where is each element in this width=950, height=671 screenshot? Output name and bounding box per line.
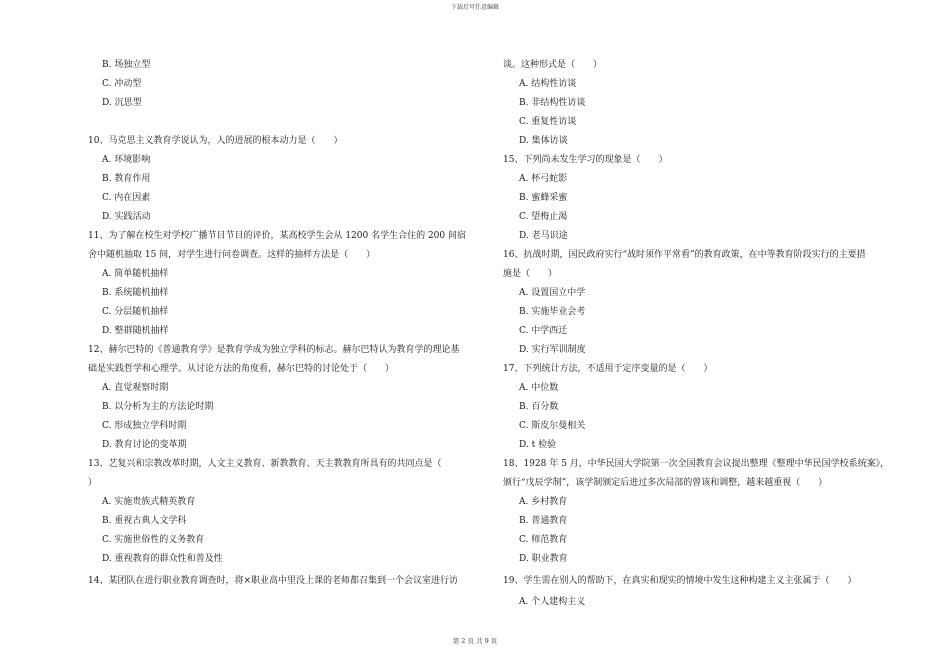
answer-option: A. 简单随机抽样 [102, 269, 169, 279]
answer-option: D. 教育讨论的变革期 [102, 440, 187, 450]
answer-option: A. 个人建构主义 [519, 597, 586, 607]
question-text: 15、下列尚未发生学习的现象是（ ） [503, 155, 668, 165]
answer-option: D. 老马识途 [519, 231, 568, 241]
answer-option: B. 普通教育 [519, 516, 568, 526]
answer-option: A. 设置国立中学 [519, 288, 586, 298]
question-continuation: 谈。这种形式是（ ） [503, 60, 603, 70]
question-continuation: 施是（ ） [503, 269, 558, 279]
answer-option: C. 形成独立学科时期 [102, 421, 187, 431]
question-continuation: 舍中随机抽取 15 间，对学生进行问卷调查。这样的抽样方法是（ ） [88, 250, 376, 260]
question-text: 18、1928 年 5 月，中华民国大学院第一次全国教育会议提出整理《整理中华民国学校系统案》， [503, 459, 890, 469]
answer-option: C. 内在因素 [102, 193, 151, 203]
answer-option: A. 结构性访谈 [519, 79, 577, 89]
answer-option: B. 蜜蜂采蜜 [519, 193, 568, 203]
question-text: 11、为了解在校生对学校广播节目节目的评价，某高校学生会从 1200 名学生合住的 200 间宿 [88, 231, 466, 241]
question-text: 12、赫尔巴特的《普通教育学》是教育学成为独立学科的标志。赫尔巴特认为教育学的理论基 [88, 345, 460, 355]
answer-option: D. 重视教育的群众性和普及性 [102, 554, 223, 564]
answer-option: B. 场独立型 [102, 60, 151, 70]
answer-option: C. 实施世俗性的义务教育 [102, 535, 205, 545]
answer-option: B. 重视古典人文学科 [102, 516, 187, 526]
question-text: 10、马克思主义教育学说认为，人的进展的根本动力是（ ） [88, 136, 343, 146]
answer-option: C. 中学西迁 [519, 326, 568, 336]
question-continuation: ） [88, 478, 98, 488]
answer-option: C. 冲动型 [102, 79, 142, 89]
answer-option: D. 集体访谈 [519, 136, 568, 146]
page-footer: 第 2 页 共 9 页 [452, 637, 498, 645]
question-continuation: 颁行“戊辰学制”，该学制颁定后进过多次局部的曾该和调整，越来越重视（ ） [503, 478, 828, 488]
answer-option: D. 沉思型 [102, 98, 142, 108]
answer-option: C. 师范教育 [519, 535, 568, 545]
answer-option: C. 望梅止渴 [519, 212, 568, 222]
question-continuation: 础是实践哲学和心理学。从讨论方法的角度看，赫尔巴特的讨论处于（ ） [88, 364, 395, 374]
answer-option: A. 乡村教育 [519, 497, 568, 507]
question-text: 13、艺复兴和宗教改革时期，人文主义教育、新教教育、天主教教育所具有的共同点是（ [88, 459, 442, 469]
answer-option: C. 分层随机抽样 [102, 307, 169, 317]
answer-option: B. 非结构性访谈 [519, 98, 586, 108]
answer-option: B. 教育作用 [102, 174, 151, 184]
question-text: 14、某团队在进行职业教育调查时，将×职业高中里没上课的老师都召集到一个会议室进行访 [88, 576, 458, 586]
page-header: 下载后可任意编辑 [450, 4, 499, 11]
answer-option: D. 实行军训制度 [519, 345, 586, 355]
answer-option: D. 职业教育 [519, 554, 568, 564]
answer-option: A. 中位数 [519, 383, 559, 393]
answer-option: C. 重复性访谈 [519, 117, 577, 127]
answer-option: A. 杯弓蛇影 [519, 174, 568, 184]
question-text: 16、抗战时期，国民政府实行“战时须作平常看”的教育政策，在中等教育阶段实行的主要措 [503, 250, 866, 260]
answer-option: A. 实施贵族式精英教育 [102, 497, 196, 507]
question-text: 19、学生需在别人的帮助下，在真实和现实的情境中发生这种构建主义主张属于（ ） [503, 576, 857, 586]
question-text: 17、下列统计方法，不适用于定序变量的是（ ） [503, 364, 713, 374]
answer-option: C. 斯皮尔曼相关 [519, 421, 586, 431]
answer-option: A. 直觉观察时期 [102, 383, 169, 393]
answer-option: B. 百分数 [519, 402, 559, 412]
answer-option: D. 实践活动 [102, 212, 151, 222]
answer-option: A. 环境影响 [102, 155, 151, 165]
answer-option: B. 实施毕业会考 [519, 307, 586, 317]
answer-option: D. 整群随机抽样 [102, 326, 169, 336]
answer-option: B. 系统随机抽样 [102, 288, 169, 298]
answer-option: B. 以分析为主的方法论时期 [102, 402, 214, 412]
answer-option: D. t 检验 [519, 440, 557, 450]
